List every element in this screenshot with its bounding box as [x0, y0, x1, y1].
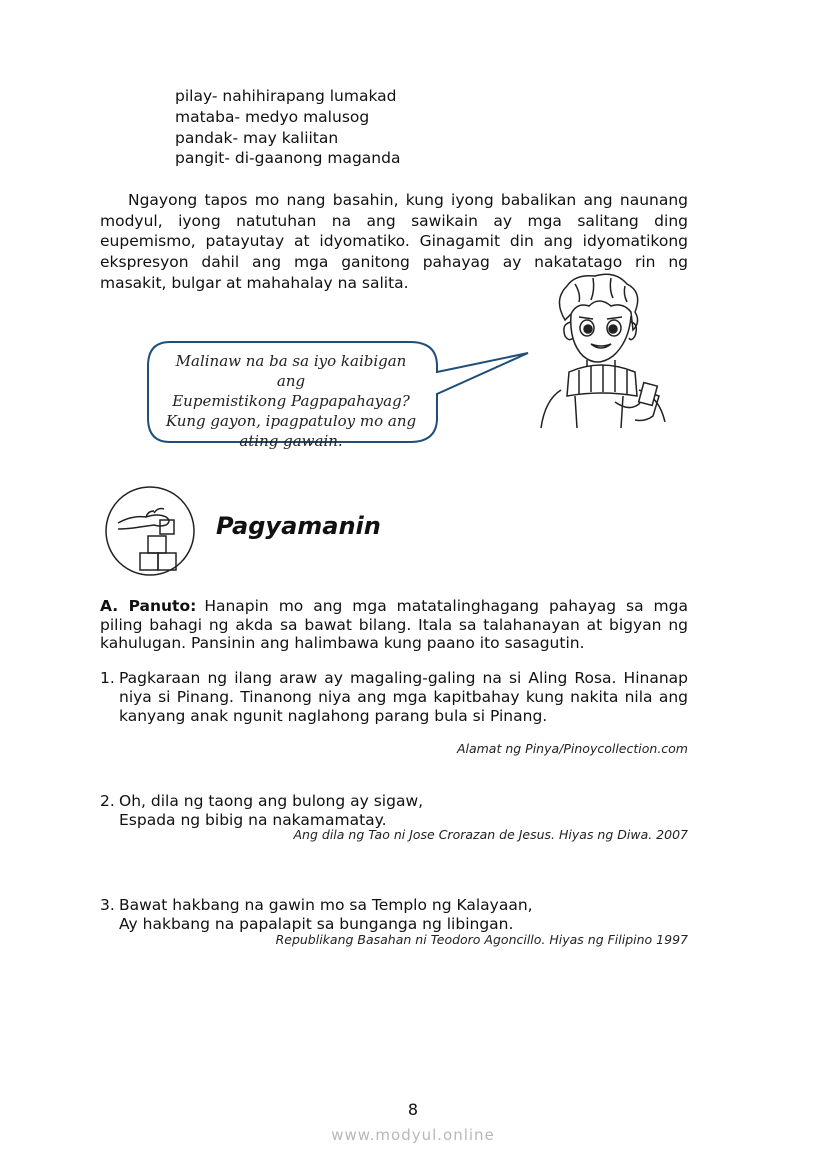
exercise-item-2: [100, 792, 688, 830]
definition-list: [175, 86, 400, 169]
bubble-line: ating gawain.: [239, 432, 343, 450]
item-number: 1.: [100, 669, 115, 687]
hand-stacking-blocks-icon: [104, 485, 196, 577]
definition-item: pangit- di-gaanong maganda: [175, 149, 401, 168]
section-title: Pagyamanin: [216, 512, 381, 540]
item-number: 2.: [100, 792, 115, 810]
bubble-line: Eupemistikong Pagpapahayag?: [172, 392, 410, 410]
item-line: Oh, dila ng taong ang bulong ay sigaw,: [119, 792, 424, 810]
instructions-text: Hanapin mo ang mga matatalinghagang pahayag sa mga piling bahagi ng akda sa bawat bilang. Itala sa talahanayan at bigyan ng kahulugan. Pansinin ang halimbawa kung paano ito sasagutin.: [100, 597, 688, 652]
item-number: 3.: [100, 896, 115, 914]
intro-paragraph: Ngayong tapos mo nang basahin, kung iyong babalikan ang naunang modyul, iyong natutuhan na ang sawikain ay mga salitang ding eupemismo, patayutay at idyomatiko. Ginagamit din ang idyomatikong ekspresyon dahil ang mga ganitong pahayag ay nakatatago rin ng masakit, bulgar at mahahalay na salita.: [100, 191, 688, 292]
instructions: [100, 597, 688, 653]
definition-item: mataba- medyo malusog: [175, 107, 370, 126]
speech-bubble-text: [160, 351, 422, 451]
item-line: Ay hakbang na papalapit sa bunganga ng libingan.: [119, 915, 514, 933]
item-line: Bawat hakbang na gawin mo sa Templo ng Kalayaan,: [119, 896, 533, 914]
watermark: www.modyul.online: [331, 1126, 495, 1144]
exercise-item-1: [100, 669, 688, 726]
item-source: Republikang Basahan ni Teodoro Agoncillo. Hiyas ng Filipino 1997: [275, 932, 688, 947]
cartoon-boy-illustration: [535, 272, 670, 430]
instructions-label: A. Panuto:: [100, 597, 197, 615]
definition-item: pilay- nahihirapang lumakad: [175, 87, 397, 105]
exercise-item-3: [100, 896, 688, 934]
item-source: Ang dila ng Tao ni Jose Crorazan de Jesus. Hiyas ng Diwa. 2007: [293, 827, 688, 842]
definition-item: pandak- may kaliitan: [175, 128, 339, 147]
item-line: Espada ng bibig na nakamamatay.: [119, 811, 387, 829]
bubble-line: Kung gayon, ipagpatuloy mo ang: [165, 412, 417, 430]
bubble-line: Malinaw na ba sa iyo kaibigan ang: [175, 352, 407, 390]
item-text: Pagkaraan ng ilang araw ay magaling-galing na si Aling Rosa. Hinanap niya si Pinang. Tinanong niya ang mga kapitbahay kung nakita nila ang kanyang anak ngunit naglahong parang bula si Pinang.: [119, 669, 688, 725]
page-number: 8: [407, 1100, 419, 1119]
item-source: Alamat ng Pinya/Pinoycollection.com: [456, 741, 688, 756]
